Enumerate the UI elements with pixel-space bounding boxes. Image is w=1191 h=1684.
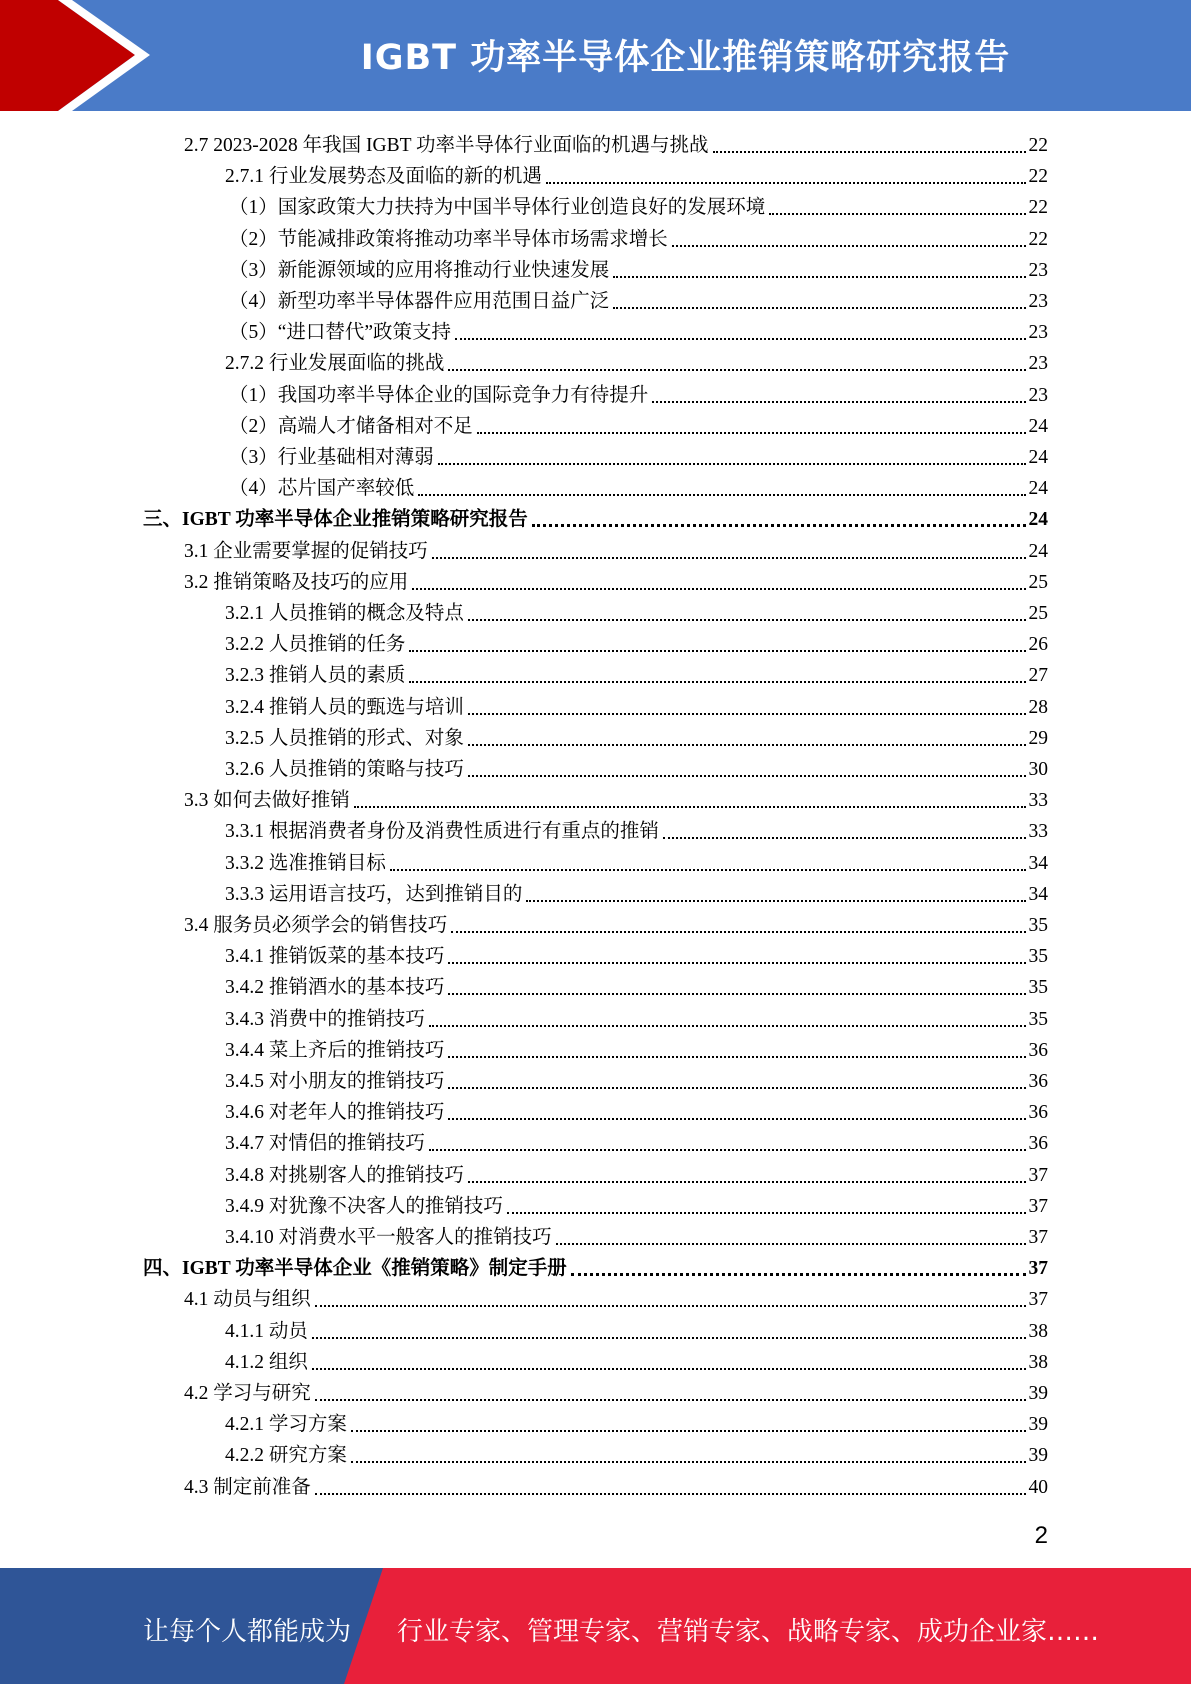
page-number: 2 <box>1034 1522 1048 1549</box>
toc-entry-title: 3.2.6 人员推销的策略与技巧 <box>225 759 464 780</box>
toc-entry-title: 3.4.10 对消费水平一般客人的推销技巧 <box>225 1227 552 1248</box>
toc-dot-leader <box>409 681 1025 683</box>
toc-entry[interactable] <box>184 1375 1048 1406</box>
toc-entry[interactable] <box>225 1437 1048 1468</box>
toc-dot-leader <box>672 245 1026 247</box>
toc-entry-title: （2）高端人才储备相对不足 <box>229 415 473 437</box>
toc-entry-page: 25 <box>1028 603 1048 624</box>
toc-entry[interactable] <box>225 1125 1048 1156</box>
toc-entry-title: （3）新能源领域的应用将推动行业快速发展 <box>229 259 610 281</box>
toc-dot-leader <box>351 1430 1026 1432</box>
toc-dot-leader <box>448 962 1025 964</box>
toc-entry-title: 3.2.3 推销人员的素质 <box>225 665 406 687</box>
toc-dot-leader <box>613 307 1025 309</box>
toc-dot-leader <box>769 213 1025 215</box>
toc-dot-leader <box>448 993 1025 995</box>
toc-entry-title: 3.4.2 推销酒水的基本技巧 <box>225 977 445 999</box>
toc-dot-leader <box>507 1212 1026 1214</box>
toc-entry[interactable] <box>225 720 1048 751</box>
toc-dot-leader <box>532 524 1026 527</box>
toc-dot-leader <box>412 588 1025 590</box>
toc-entry-title: 3.1 企业需要掌握的促销技巧 <box>184 540 428 562</box>
toc-entry-page: 37 <box>1028 1164 1048 1186</box>
toc-entry-page: 33 <box>1028 790 1048 812</box>
toc-entry-title: （1）我国功率半导体企业的国际竞争力有待提升 <box>229 384 649 406</box>
toc-entry[interactable] <box>225 626 1048 657</box>
toc-entry-title: 三、IGBT 功率半导体企业推销策略研究报告 <box>143 509 528 531</box>
toc-dot-leader <box>438 463 1026 465</box>
toc-dot-leader <box>354 806 1026 808</box>
toc-entry-page: 22 <box>1028 166 1048 188</box>
toc-entry[interactable] <box>184 1281 1048 1312</box>
toc-dot-leader <box>526 900 1025 902</box>
toc-dot-leader <box>312 1368 1026 1370</box>
toc-entry-title: 3.4 服务员必须学会的销售技巧 <box>184 915 448 936</box>
toc-entry[interactable] <box>225 845 1048 876</box>
toc-entry-title: 3.4.7 对情侣的推销技巧 <box>225 1133 425 1155</box>
toc-entry-title: 3.3 如何去做好推销 <box>184 790 350 812</box>
toc-entry[interactable] <box>225 1032 1048 1063</box>
toc-entry-page: 37 <box>1028 1289 1048 1311</box>
toc-entry-title: （5）“进口替代”政策支持 <box>229 322 452 344</box>
toc-dot-leader <box>429 1149 1026 1151</box>
toc-entry-page: 23 <box>1028 384 1048 406</box>
toc-entry-page: 23 <box>1028 291 1048 312</box>
toc-entry[interactable] <box>229 221 1048 252</box>
toc-entry-title: （3）行业基础相对薄弱 <box>229 447 434 468</box>
toc-dot-leader <box>468 775 1026 777</box>
toc-entry-title: 4.1.1 动员 <box>225 1320 308 1342</box>
toc-entry[interactable] <box>229 283 1048 314</box>
toc-dot-leader <box>448 1118 1025 1120</box>
toc-entry-title: 4.1 动员与组织 <box>184 1289 311 1311</box>
toc-entry[interactable] <box>229 377 1048 408</box>
toc-entry-title: 3.2.4 推销人员的甄选与培训 <box>225 696 464 718</box>
toc-entry-title: 3.4.4 菜上齐后的推销技巧 <box>225 1039 445 1061</box>
toc-dot-leader <box>429 1025 1026 1027</box>
toc-entry-title: 3.2.5 人员推销的形式、对象 <box>225 727 464 749</box>
toc-entry[interactable] <box>143 1250 1048 1281</box>
toc-entry[interactable] <box>225 158 1048 189</box>
toc-entry[interactable] <box>225 876 1048 907</box>
toc-entry-page: 29 <box>1028 727 1048 749</box>
toc-entry-page: 24 <box>1028 540 1048 562</box>
toc-entry-page: 38 <box>1028 1320 1048 1342</box>
toc-entry-page: 24 <box>1028 415 1048 437</box>
toc-entry-page: 22 <box>1028 228 1048 250</box>
toc-entry[interactable] <box>225 1001 1048 1032</box>
toc-dot-leader <box>432 557 1026 559</box>
toc-dot-leader <box>409 650 1025 652</box>
toc-entry-page: 28 <box>1028 696 1048 718</box>
toc-dot-leader <box>455 338 1025 340</box>
toc-dot-leader <box>546 182 1026 184</box>
toc-entry[interactable] <box>229 189 1048 220</box>
toc-entry[interactable] <box>184 782 1048 813</box>
toc-dot-leader <box>468 1181 1026 1183</box>
toc-entry-page: 35 <box>1028 915 1048 936</box>
toc-entry-page: 24 <box>1028 509 1048 531</box>
toc-entry-title: 4.2.1 学习方案 <box>225 1414 347 1436</box>
toc-entry-page: 39 <box>1028 1383 1048 1404</box>
toc-entry[interactable] <box>225 1188 1048 1219</box>
toc-dot-leader <box>448 369 1025 371</box>
toc-dot-leader <box>451 931 1025 933</box>
toc-entry-title: 3.4.9 对犹豫不决客人的推销技巧 <box>225 1195 503 1217</box>
toc-entry[interactable] <box>225 1406 1048 1437</box>
toc-entry-page: 25 <box>1028 571 1048 593</box>
toc-entry[interactable] <box>184 1469 1048 1500</box>
toc-dot-leader <box>418 494 1025 496</box>
toc-entry-page: 36 <box>1028 1102 1048 1124</box>
toc-entry[interactable] <box>229 314 1048 345</box>
toc-dot-leader <box>468 619 1026 621</box>
toc-dot-leader <box>477 432 1026 434</box>
toc-entry-page: 22 <box>1028 135 1048 156</box>
toc-entry-title: 4.2 学习与研究 <box>184 1383 311 1404</box>
toc-entry[interactable] <box>225 1157 1048 1188</box>
toc-entry-page: 34 <box>1028 852 1048 874</box>
toc-entry[interactable] <box>229 408 1048 439</box>
toc-entry-title: 3.2.2 人员推销的任务 <box>225 634 406 656</box>
toc-entry[interactable] <box>225 813 1048 844</box>
toc-entry[interactable] <box>184 127 1048 158</box>
toc-dot-leader <box>351 1461 1026 1463</box>
toc-entry[interactable] <box>229 439 1048 470</box>
toc-entry-title: （4）芯片国产率较低 <box>229 478 415 500</box>
toc-entry-title: 2.7 2023-2028 年我国 IGBT 功率半导体行业面临的机遇与挑战 <box>184 135 709 156</box>
toc-entry-page: 37 <box>1028 1227 1048 1248</box>
toc-entry-page: 39 <box>1028 1414 1048 1436</box>
toc-entry-page: 30 <box>1028 759 1048 780</box>
toc-dot-leader <box>315 1493 1026 1495</box>
footer-slogan-right: 行业专家、管理专家、营销专家、战略专家、成功企业家…… <box>397 1617 1100 1647</box>
toc-dot-leader <box>571 1273 1026 1276</box>
toc-entry-title: 2.7.2 行业发展面临的挑战 <box>225 353 445 375</box>
toc-entry-page: 23 <box>1028 259 1048 281</box>
toc-entry[interactable] <box>225 1094 1048 1125</box>
toc-entry-page: 38 <box>1028 1351 1048 1373</box>
toc-dot-leader <box>448 1056 1025 1058</box>
toc-entry[interactable] <box>225 595 1048 626</box>
toc-dot-leader <box>468 744 1026 746</box>
toc-entry[interactable] <box>225 657 1048 688</box>
toc-dot-leader <box>468 713 1026 715</box>
toc-entry[interactable] <box>184 533 1048 564</box>
toc-entry-title: 3.3.1 根据消费者身份及消费性质进行有重点的推销 <box>225 821 659 843</box>
toc-entry-page: 39 <box>1028 1445 1048 1467</box>
toc-entry-title: 3.2.1 人员推销的概念及特点 <box>225 603 464 624</box>
toc-entry-title: 3.3.2 选准推销目标 <box>225 852 386 874</box>
toc-entry-title: （4）新型功率半导体器件应用范围日益广泛 <box>229 291 610 312</box>
toc-entry-title: 3.3.3 运用语言技巧，达到推销目的 <box>225 883 523 905</box>
toc-entry-page: 26 <box>1028 634 1048 656</box>
toc-entry-page: 22 <box>1028 197 1048 219</box>
toc-entry-page: 23 <box>1028 322 1048 344</box>
toc-entry-page: 24 <box>1028 447 1048 468</box>
toc-dot-leader <box>312 1337 1026 1339</box>
toc-dot-leader <box>713 151 1026 153</box>
toc-entry[interactable] <box>225 1219 1048 1250</box>
toc-dot-leader <box>663 837 1026 839</box>
toc-dot-leader <box>613 276 1025 278</box>
toc-entry-page: 35 <box>1028 977 1048 999</box>
toc-entry-title: （1）国家政策大力扶持为中国半导体行业创造良好的发展环境 <box>229 197 766 219</box>
toc-entry-page: 27 <box>1028 665 1048 687</box>
toc-entry-page: 36 <box>1028 1133 1048 1155</box>
toc-entry-title: 3.4.3 消费中的推销技巧 <box>225 1008 425 1030</box>
toc-entry-title: 4.3 制定前准备 <box>184 1476 311 1498</box>
toc-entry[interactable] <box>225 969 1048 1000</box>
toc-entry[interactable] <box>225 1063 1048 1094</box>
toc-entry-page: 34 <box>1028 883 1048 905</box>
toc-entry[interactable] <box>229 470 1048 501</box>
toc-entry[interactable] <box>225 1344 1048 1375</box>
toc-entry-page: 24 <box>1028 478 1048 500</box>
toc-dot-leader <box>652 401 1025 403</box>
page-header <box>0 0 1191 111</box>
toc-entry-title: 3.4.6 对老年人的推销技巧 <box>225 1102 445 1124</box>
toc-entry-title: 3.4.8 对挑剔客人的推销技巧 <box>225 1164 464 1186</box>
toc-entry-page: 36 <box>1028 1071 1048 1092</box>
toc-entry-page: 37 <box>1028 1195 1048 1217</box>
page-footer <box>0 1568 1191 1684</box>
toc-entry[interactable] <box>225 1313 1048 1344</box>
toc-entry-title: 四、IGBT 功率半导体企业《推销策略》制定手册 <box>143 1258 567 1280</box>
toc-dot-leader <box>315 1399 1026 1401</box>
toc-entry-title: 3.2 推销策略及技巧的应用 <box>184 571 409 593</box>
toc-entry[interactable] <box>225 751 1048 782</box>
toc-entry[interactable] <box>225 345 1048 376</box>
toc-entry[interactable] <box>229 252 1048 283</box>
header-title: IGBT 功率半导体企业推销策略研究报告 <box>360 38 1011 78</box>
toc-entry[interactable] <box>225 689 1048 720</box>
toc-entry-page: 35 <box>1028 1008 1048 1030</box>
toc-entry[interactable] <box>143 501 1048 532</box>
toc-entry-title: 3.4.1 推销饭菜的基本技巧 <box>225 946 445 968</box>
toc-entry-page: 37 <box>1028 1258 1048 1280</box>
toc-entry[interactable] <box>225 938 1048 969</box>
toc-entry-page: 35 <box>1028 946 1048 968</box>
toc-entry-page: 33 <box>1028 821 1048 843</box>
toc-entry-page: 36 <box>1028 1039 1048 1061</box>
toc-dot-leader <box>315 1305 1026 1307</box>
toc-dot-leader <box>390 869 1026 871</box>
toc-entry-page: 40 <box>1028 1476 1048 1498</box>
toc-entry[interactable] <box>184 907 1048 938</box>
toc-dot-leader <box>556 1243 1026 1245</box>
toc-entry[interactable] <box>184 564 1048 595</box>
footer-slogan-left: 让每个人都能成为 <box>143 1617 352 1647</box>
toc-entry-page: 23 <box>1028 353 1048 375</box>
toc-entry-title: 4.2.2 研究方案 <box>225 1445 347 1467</box>
toc-entry-title: 4.1.2 组织 <box>225 1351 308 1373</box>
toc-entry-title: 2.7.1 行业发展势态及面临的新的机遇 <box>225 166 542 188</box>
toc-dot-leader <box>448 1087 1025 1089</box>
toc-entry-title: 3.4.5 对小朋友的推销技巧 <box>225 1071 445 1092</box>
toc-entry-title: （2）节能减排政策将推动功率半导体市场需求增长 <box>229 228 668 250</box>
